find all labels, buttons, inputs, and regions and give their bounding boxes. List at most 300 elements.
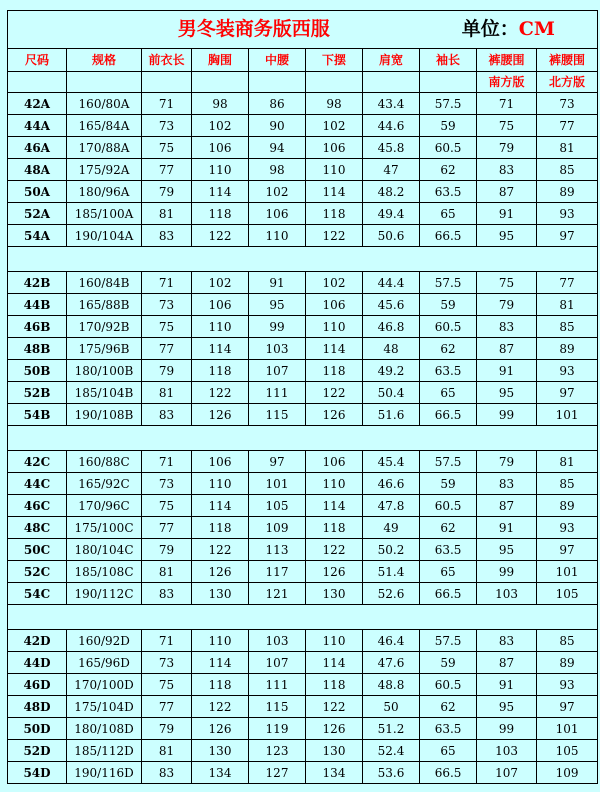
subheader-empty (249, 72, 306, 93)
header-trouser-waist-south: 裤腰围 (477, 49, 537, 72)
table-cell: 99 (477, 718, 537, 740)
table-cell: 185/108C (67, 561, 142, 583)
table-row (8, 696, 598, 718)
table-cell: 185/100A (67, 203, 142, 225)
table-cell: 99 (477, 561, 537, 583)
table-cell: 107 (477, 762, 537, 784)
subheader-empty (67, 72, 142, 93)
table-cell: 73 (142, 294, 192, 316)
table-cell: 89 (537, 181, 598, 203)
table-row (8, 316, 598, 338)
table-cell: 87 (477, 338, 537, 360)
table-cell: 114 (306, 338, 363, 360)
table-cell: 93 (537, 360, 598, 382)
table-cell: 117 (249, 561, 306, 583)
table-cell: 85 (537, 473, 598, 495)
size-code-cell: 54A (8, 225, 67, 247)
table-cell: 81 (142, 203, 192, 225)
table-row (8, 115, 598, 137)
size-code-cell: 42D (8, 630, 67, 652)
table-cell: 170/100D (67, 674, 142, 696)
table-cell: 118 (306, 674, 363, 696)
table-cell: 95 (477, 539, 537, 561)
group-separator-row (8, 247, 598, 272)
table-cell: 47 (363, 159, 420, 181)
table-cell: 115 (249, 696, 306, 718)
table-cell: 50.4 (363, 382, 420, 404)
size-code-cell: 50D (8, 718, 67, 740)
size-code-cell: 46A (8, 137, 67, 159)
table-cell: 101 (537, 561, 598, 583)
table-cell: 94 (249, 137, 306, 159)
table-cell: 66.5 (420, 404, 477, 426)
header-waist: 中腰 (249, 49, 306, 72)
table-cell: 65 (420, 561, 477, 583)
table-cell: 87 (477, 181, 537, 203)
table-row (8, 762, 598, 784)
table-cell: 190/116D (67, 762, 142, 784)
table-cell: 83 (142, 225, 192, 247)
subheader-empty (142, 72, 192, 93)
table-cell: 165/88B (67, 294, 142, 316)
size-code-cell: 46C (8, 495, 67, 517)
table-cell: 97 (537, 382, 598, 404)
table-row (8, 382, 598, 404)
table-cell: 126 (306, 718, 363, 740)
table-cell: 45.4 (363, 451, 420, 473)
table-cell: 105 (537, 583, 598, 605)
table-cell: 89 (537, 652, 598, 674)
size-chart-table (7, 10, 598, 784)
table-cell: 50.2 (363, 539, 420, 561)
table-cell: 101 (537, 718, 598, 740)
table-cell: 83 (142, 404, 192, 426)
table-cell: 105 (537, 740, 598, 762)
table-cell: 66.5 (420, 762, 477, 784)
table-cell: 126 (306, 404, 363, 426)
table-row (8, 652, 598, 674)
table-cell: 102 (192, 115, 249, 137)
table-cell: 106 (306, 137, 363, 159)
table-cell: 71 (142, 630, 192, 652)
table-cell: 110 (306, 159, 363, 181)
table-row (8, 561, 598, 583)
table-cell: 75 (477, 272, 537, 294)
table-cell: 118 (192, 360, 249, 382)
table-cell: 122 (192, 696, 249, 718)
table-row (8, 674, 598, 696)
table-cell: 60.5 (420, 137, 477, 159)
table-cell: 93 (537, 203, 598, 225)
table-cell: 122 (306, 696, 363, 718)
size-code-cell: 54D (8, 762, 67, 784)
size-code-cell: 44C (8, 473, 67, 495)
table-cell: 160/84B (67, 272, 142, 294)
table-cell: 65 (420, 203, 477, 225)
table-cell: 102 (306, 115, 363, 137)
table-cell: 66.5 (420, 225, 477, 247)
table-cell: 59 (420, 473, 477, 495)
table-cell: 126 (306, 561, 363, 583)
table-cell: 122 (192, 382, 249, 404)
table-cell: 95 (477, 382, 537, 404)
subheader-empty (192, 72, 249, 93)
header-front-length: 前衣长 (142, 49, 192, 72)
size-code-cell: 48C (8, 517, 67, 539)
header-sleeve: 袖长 (420, 49, 477, 72)
table-cell: 91 (249, 272, 306, 294)
subheader-row (8, 72, 598, 93)
table-cell: 75 (142, 137, 192, 159)
table-cell: 91 (477, 203, 537, 225)
table-cell: 83 (477, 316, 537, 338)
table-cell: 79 (477, 451, 537, 473)
table-cell: 75 (142, 316, 192, 338)
table-cell: 113 (249, 539, 306, 561)
table-cell: 118 (306, 203, 363, 225)
table-cell: 46.4 (363, 630, 420, 652)
table-cell: 93 (537, 674, 598, 696)
table-cell: 73 (142, 473, 192, 495)
table-cell: 47.8 (363, 495, 420, 517)
table-cell: 106 (249, 203, 306, 225)
table-cell: 130 (306, 583, 363, 605)
table-cell: 102 (192, 272, 249, 294)
table-cell: 43.4 (363, 93, 420, 115)
table-cell: 44.4 (363, 272, 420, 294)
table-cell: 180/108D (67, 718, 142, 740)
table-cell: 126 (192, 561, 249, 583)
table-cell: 98 (192, 93, 249, 115)
table-cell: 165/96D (67, 652, 142, 674)
title-row (8, 11, 598, 49)
table-cell: 48.8 (363, 674, 420, 696)
table-cell: 160/92D (67, 630, 142, 652)
table-cell: 122 (306, 539, 363, 561)
table-cell: 77 (142, 517, 192, 539)
table-cell: 79 (142, 718, 192, 740)
table-cell: 52.6 (363, 583, 420, 605)
table-cell: 90 (249, 115, 306, 137)
table-cell: 101 (537, 404, 598, 426)
table-cell: 83 (142, 762, 192, 784)
table-cell: 123 (249, 740, 306, 762)
table-cell: 57.5 (420, 630, 477, 652)
table-cell: 130 (192, 740, 249, 762)
table-cell: 110 (306, 316, 363, 338)
header-size: 尺码 (8, 49, 67, 72)
table-cell: 122 (192, 225, 249, 247)
table-cell: 106 (192, 294, 249, 316)
table-cell: 93 (537, 517, 598, 539)
table-cell: 91 (477, 674, 537, 696)
table-cell: 111 (249, 674, 306, 696)
table-cell: 109 (537, 762, 598, 784)
table-cell: 87 (477, 495, 537, 517)
table-cell: 79 (477, 294, 537, 316)
table-cell: 114 (306, 652, 363, 674)
table-cell: 83 (477, 630, 537, 652)
table-cell: 60.5 (420, 674, 477, 696)
table-cell: 60.5 (420, 495, 477, 517)
table-cell: 165/84A (67, 115, 142, 137)
table-row (8, 583, 598, 605)
table-row (8, 495, 598, 517)
table-cell: 110 (249, 225, 306, 247)
table-cell: 63.5 (420, 360, 477, 382)
table-cell: 107 (249, 652, 306, 674)
size-code-cell: 46B (8, 316, 67, 338)
table-cell: 63.5 (420, 181, 477, 203)
size-code-cell: 52B (8, 382, 67, 404)
table-cell: 59 (420, 294, 477, 316)
title-cell (8, 11, 420, 49)
table-cell: 77 (142, 338, 192, 360)
table-cell: 175/92A (67, 159, 142, 181)
size-code-cell: 52D (8, 740, 67, 762)
header-hem: 下摆 (306, 49, 363, 72)
table-cell: 106 (192, 137, 249, 159)
table-cell: 81 (537, 294, 598, 316)
table-cell: 77 (142, 696, 192, 718)
header-row (8, 49, 598, 72)
table-cell: 180/96A (67, 181, 142, 203)
table-cell: 114 (192, 652, 249, 674)
table-cell: 126 (192, 404, 249, 426)
table-cell: 118 (192, 203, 249, 225)
table-cell: 175/100C (67, 517, 142, 539)
table-cell: 77 (537, 272, 598, 294)
table-cell: 110 (306, 473, 363, 495)
subheader-empty (420, 72, 477, 93)
table-cell: 160/80A (67, 93, 142, 115)
table-cell: 62 (420, 338, 477, 360)
table-row (8, 294, 598, 316)
group-separator-cell (8, 426, 598, 451)
table-cell: 49 (363, 517, 420, 539)
size-code-cell: 46D (8, 674, 67, 696)
table-cell: 180/104C (67, 539, 142, 561)
table-cell: 57.5 (420, 451, 477, 473)
size-code-cell: 44D (8, 652, 67, 674)
table-cell: 73 (537, 93, 598, 115)
table-cell: 86 (249, 93, 306, 115)
size-code-cell: 44B (8, 294, 67, 316)
table-row (8, 272, 598, 294)
table-cell: 49.2 (363, 360, 420, 382)
table-cell: 97 (249, 451, 306, 473)
table-cell: 107 (249, 360, 306, 382)
table-row (8, 360, 598, 382)
table-cell: 175/96B (67, 338, 142, 360)
table-cell: 170/92B (67, 316, 142, 338)
table-cell: 118 (192, 674, 249, 696)
table-cell: 170/96C (67, 495, 142, 517)
table-cell: 45.6 (363, 294, 420, 316)
size-code-cell: 42B (8, 272, 67, 294)
table-cell: 103 (249, 630, 306, 652)
size-code-cell: 54C (8, 583, 67, 605)
table-cell: 71 (142, 93, 192, 115)
table-cell: 62 (420, 696, 477, 718)
table-cell: 87 (477, 652, 537, 674)
group-separator-cell (8, 605, 598, 630)
table-cell: 50 (363, 696, 420, 718)
size-code-cell: 50A (8, 181, 67, 203)
table-cell: 105 (249, 495, 306, 517)
table-cell: 106 (192, 451, 249, 473)
table-cell: 106 (306, 451, 363, 473)
table-cell: 102 (306, 272, 363, 294)
table-cell: 81 (537, 137, 598, 159)
table-cell: 60.5 (420, 316, 477, 338)
table-cell: 75 (142, 495, 192, 517)
table-cell: 53.6 (363, 762, 420, 784)
table-cell: 118 (306, 360, 363, 382)
table-cell: 95 (477, 225, 537, 247)
table-cell: 118 (306, 517, 363, 539)
table-cell: 130 (192, 583, 249, 605)
table-cell: 185/112D (67, 740, 142, 762)
group-separator-row (8, 426, 598, 451)
subheader-south: 南方版 (477, 72, 537, 93)
table-cell: 160/88C (67, 451, 142, 473)
table-cell: 65 (420, 382, 477, 404)
table-cell: 48 (363, 338, 420, 360)
document-title: 男冬装商务版西服 (177, 18, 330, 40)
table-cell: 81 (142, 382, 192, 404)
table-row (8, 539, 598, 561)
table-cell: 97 (537, 696, 598, 718)
table-row (8, 451, 598, 473)
table-cell: 63.5 (420, 539, 477, 561)
table-cell: 85 (537, 316, 598, 338)
table-row (8, 203, 598, 225)
size-code-cell: 50C (8, 539, 67, 561)
table-row (8, 473, 598, 495)
table-cell: 114 (192, 495, 249, 517)
subheader-north: 北方版 (537, 72, 598, 93)
subheader-empty (306, 72, 363, 93)
table-cell: 83 (142, 583, 192, 605)
table-cell: 190/108B (67, 404, 142, 426)
table-row (8, 630, 598, 652)
table-cell: 170/88A (67, 137, 142, 159)
table-cell: 110 (192, 630, 249, 652)
table-cell: 95 (477, 696, 537, 718)
table-cell: 73 (142, 652, 192, 674)
table-cell: 91 (477, 517, 537, 539)
table-cell: 106 (306, 294, 363, 316)
unit-value: CM (518, 18, 555, 40)
table-cell: 46.6 (363, 473, 420, 495)
size-code-cell: 42A (8, 93, 67, 115)
table-cell: 110 (306, 630, 363, 652)
table-cell: 119 (249, 718, 306, 740)
table-row (8, 718, 598, 740)
table-cell: 75 (477, 115, 537, 137)
table-cell: 114 (306, 495, 363, 517)
table-cell: 98 (306, 93, 363, 115)
table-cell: 77 (142, 159, 192, 181)
table-cell: 79 (142, 181, 192, 203)
table-cell: 45.8 (363, 137, 420, 159)
table-cell: 110 (192, 159, 249, 181)
table-cell: 89 (537, 495, 598, 517)
table-cell: 79 (142, 539, 192, 561)
table-cell: 81 (142, 561, 192, 583)
table-cell: 103 (249, 338, 306, 360)
subheader-empty (363, 72, 420, 93)
table-cell: 175/104D (67, 696, 142, 718)
table-cell: 66.5 (420, 583, 477, 605)
table-row (8, 93, 598, 115)
table-cell: 122 (306, 225, 363, 247)
table-cell: 115 (249, 404, 306, 426)
table-cell: 190/104A (67, 225, 142, 247)
table-cell: 46.8 (363, 316, 420, 338)
table-cell: 79 (477, 137, 537, 159)
table-cell: 122 (192, 539, 249, 561)
table-cell: 95 (249, 294, 306, 316)
table-cell: 89 (537, 338, 598, 360)
table-cell: 59 (420, 115, 477, 137)
table-cell: 109 (249, 517, 306, 539)
table-cell: 180/100B (67, 360, 142, 382)
table-cell: 71 (142, 451, 192, 473)
table-row (8, 517, 598, 539)
table-cell: 71 (477, 93, 537, 115)
table-cell: 81 (537, 451, 598, 473)
table-cell: 47.6 (363, 652, 420, 674)
table-cell: 110 (192, 316, 249, 338)
size-code-cell: 44A (8, 115, 67, 137)
table-cell: 165/92C (67, 473, 142, 495)
table-cell: 73 (142, 115, 192, 137)
table-cell: 126 (192, 718, 249, 740)
table-cell: 122 (306, 382, 363, 404)
table-cell: 130 (306, 740, 363, 762)
size-code-cell: 52A (8, 203, 67, 225)
table-row (8, 181, 598, 203)
size-code-cell: 50B (8, 360, 67, 382)
table-cell: 118 (192, 517, 249, 539)
table-cell: 103 (477, 583, 537, 605)
header-chest: 胸围 (192, 49, 249, 72)
table-cell: 81 (142, 740, 192, 762)
table-cell: 79 (142, 360, 192, 382)
table-row (8, 740, 598, 762)
table-row (8, 404, 598, 426)
table-cell: 101 (249, 473, 306, 495)
table-cell: 127 (249, 762, 306, 784)
group-separator-cell (8, 247, 598, 272)
table-row (8, 137, 598, 159)
header-spec: 规格 (67, 49, 142, 72)
size-code-cell: 54B (8, 404, 67, 426)
table-cell: 59 (420, 652, 477, 674)
table-cell: 77 (537, 115, 598, 137)
table-cell: 102 (249, 181, 306, 203)
table-cell: 99 (249, 316, 306, 338)
table-row (8, 225, 598, 247)
unit-cell (420, 11, 598, 49)
table-cell: 63.5 (420, 718, 477, 740)
table-cell: 62 (420, 159, 477, 181)
table-cell: 91 (477, 360, 537, 382)
table-cell: 134 (192, 762, 249, 784)
table-cell: 190/112C (67, 583, 142, 605)
